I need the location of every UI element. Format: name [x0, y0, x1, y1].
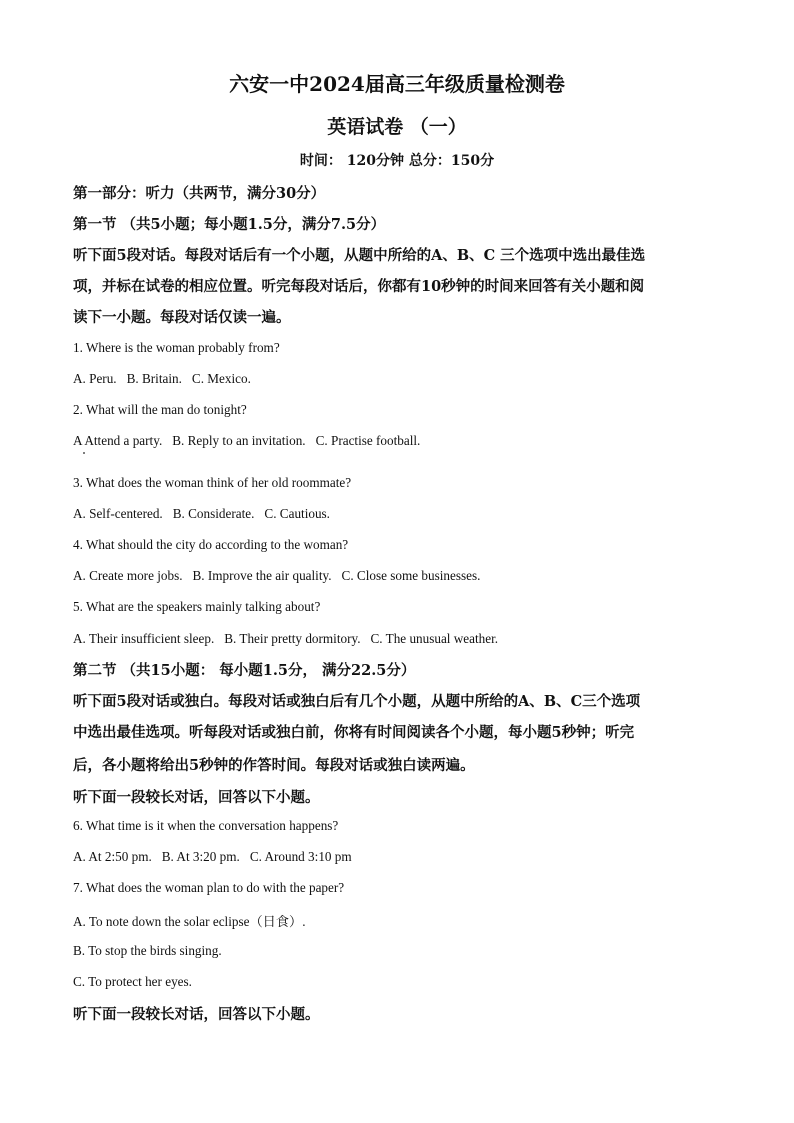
option-b: B. Considerate.: [172, 506, 255, 521]
option-a: A. Create more jobs.: [73, 568, 183, 583]
option-a: A Attend a party.: [73, 433, 163, 448]
exam-subtitle: 英语试卷 （一）: [327, 116, 467, 138]
option-b: B. Their pretty dormitory.: [224, 631, 361, 646]
question-7-option-a: A. To note down the solar eclipse（日食）.: [73, 914, 306, 929]
option-b: B. At 3:20 pm.: [161, 849, 240, 864]
option-c: C. Cautious.: [264, 506, 330, 521]
question-4-options: [73, 568, 490, 584]
dialogue-intro: 听下面一段较长对话，回答以下小题。: [73, 789, 320, 806]
question-5-options: [73, 631, 508, 647]
option-b: B. Improve the air quality.: [192, 568, 332, 583]
question-2: 2. What will the man do tonight?: [73, 402, 247, 417]
option-a: A. Self-centered.: [73, 506, 163, 521]
option-c: C. Around 3:10 pm: [249, 849, 352, 864]
question-3: 3. What does the woman think of her old roommate?: [73, 475, 352, 490]
section1-heading: 第一节 （共5小题；每小题1.5分，满分7.5分）: [73, 216, 386, 233]
section2-instruction-line: 听下面5段对话或独白。每段对话或独白后有几个小题，从题中所给的A、B、C三个选项: [73, 693, 641, 710]
question-1: 1. Where is the woman probably from?: [73, 340, 280, 355]
option-c: C. Practise football.: [315, 433, 421, 448]
section1-instruction-line: 听下面5段对话。每段对话后有一个小题，从题中所给的A、B、C 三个选项中选出最佳选: [73, 247, 646, 264]
option-c: C. Close some businesses.: [341, 568, 481, 583]
question-4: 4. What should the city do according to the woman?: [73, 537, 349, 552]
option-a: A. Peru.: [73, 371, 117, 386]
question-7-option-c: C. To protect her eyes.: [73, 974, 192, 989]
section2-heading: 第二节 （共15小题： 每小题1.5分， 满分22.5分）: [73, 662, 416, 679]
question-7-option-b: B. To stop the birds singing.: [73, 943, 222, 958]
option-c: C. The unusual weather.: [370, 631, 499, 646]
section2-instruction-line: 中选出最佳选项。听每段对话或独白前，你将有时间阅读各个小题，每小题5秒钟；听完: [73, 724, 635, 741]
exam-title: 六安一中2024届高三年级质量检测卷: [229, 72, 565, 96]
option-c: C. Mexico.: [191, 371, 251, 386]
question-1-options: [73, 371, 261, 387]
question-6: 6. What time is it when the conversation happens?: [73, 818, 339, 833]
question-2-options: [73, 433, 430, 449]
option-b: B. Reply to an invitation.: [172, 433, 306, 448]
question-6-options: [73, 849, 362, 865]
exam-time-score: 时间： 120分钟 总分：150分: [299, 153, 495, 169]
option-b: B. Britain.: [126, 371, 182, 386]
option-a: A. At 2:50 pm.: [73, 849, 152, 864]
part1-heading: 第一部分：听力（共两节，满分30分）: [73, 185, 326, 202]
question-5: 5. What are the speakers mainly talking about?: [73, 599, 321, 614]
section1-instruction-line: 项，并标在试卷的相应位置。听完每段对话后，你都有10秒钟的时间来回答有关小题和阅: [73, 278, 645, 295]
section2-instruction-line: 后，各小题将给出5秒钟的作答时间。每段对话或独白读两遍。: [73, 757, 475, 774]
section1-instruction-line: 读下一小题。每段对话仅读一遍。: [73, 309, 291, 326]
stray-dot-mark: [83, 452, 85, 454]
option-a: A. Their insufficient sleep.: [73, 631, 215, 646]
question-3-options: [73, 506, 340, 522]
question-7: 7. What does the woman plan to do with the paper?: [73, 880, 345, 895]
dialogue-intro: 听下面一段较长对话，回答以下小题。: [73, 1006, 320, 1023]
